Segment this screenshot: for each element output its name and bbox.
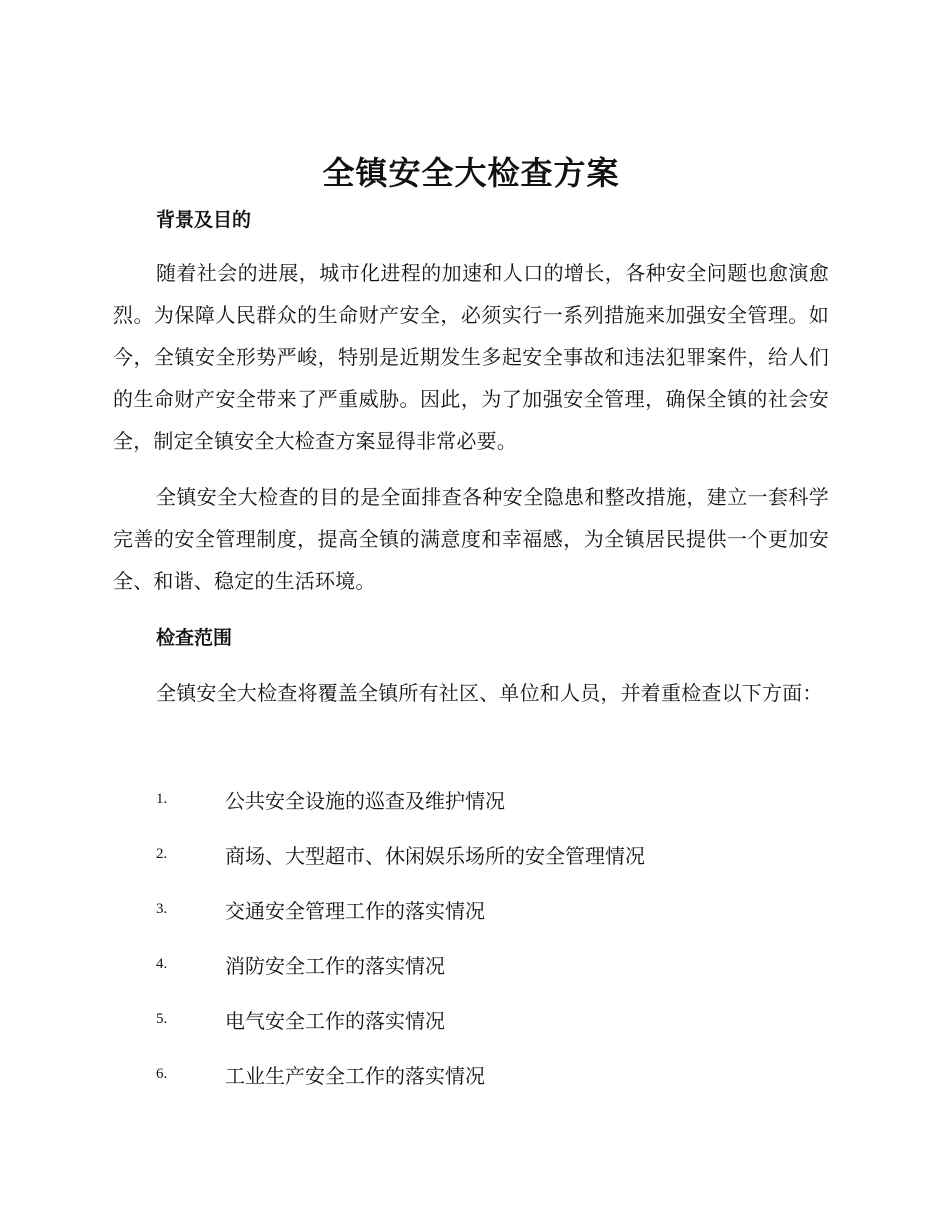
list-item-number: 1. (156, 791, 168, 807)
list-item-text: 交通安全管理工作的落实情况 (225, 899, 485, 923)
inspection-scope-list (156, 772, 645, 1102)
list-item (156, 772, 645, 827)
paragraph-purpose: 全镇安全大检查的目的是全面排查各种安全隐患和整改措施，建立一套科学完善的安全管理制度，提高全镇的满意度和幸福感，为全镇居民提供一个更加安全、和谐、稳定的生活环境。 (113, 485, 829, 593)
section-heading-background: 背景及目的 (156, 209, 252, 231)
document-title: 全镇安全大检查方案 (322, 154, 620, 192)
paragraph-background: 随着社会的进展，城市化进程的加速和人口的增长，各种安全问题也愈演愈烈。为保障人民群众的生命财产安全，必须实行一系列措施来加强安全管理。如今，全镇安全形势严峻，特别是近期发生多起安全事故和违法犯罪案件，给人们的生命财产安全带来了严重威胁。因此，为了加强安全管理，确保全镇的社会安全，制定全镇安全大检查方案显得非常必要。 (113, 261, 829, 453)
list-item-text: 公共安全设施的巡查及维护情况 (225, 789, 505, 813)
list-item (156, 937, 645, 992)
section-heading-scope: 检查范围 (156, 627, 233, 649)
list-item-number: 2. (156, 846, 168, 862)
paragraph-scope-intro: 全镇安全大检查将覆盖全镇所有社区、单位和人员，并着重检查以下方面： (156, 681, 823, 705)
list-item-number: 5. (156, 1011, 168, 1027)
list-item-number: 6. (156, 1066, 168, 1082)
list-item-number: 3. (156, 901, 168, 917)
list-item (156, 992, 645, 1047)
list-item (156, 882, 645, 937)
list-item-text: 工业生产安全工作的落实情况 (225, 1064, 485, 1088)
list-item (156, 1047, 645, 1102)
list-item-number: 4. (156, 956, 168, 972)
list-item-text: 商场、大型超市、休闲娱乐场所的安全管理情况 (225, 844, 645, 868)
list-item-text: 消防安全工作的落实情况 (225, 954, 445, 978)
list-item (156, 827, 645, 882)
list-item-text: 电气安全工作的落实情况 (225, 1009, 445, 1033)
